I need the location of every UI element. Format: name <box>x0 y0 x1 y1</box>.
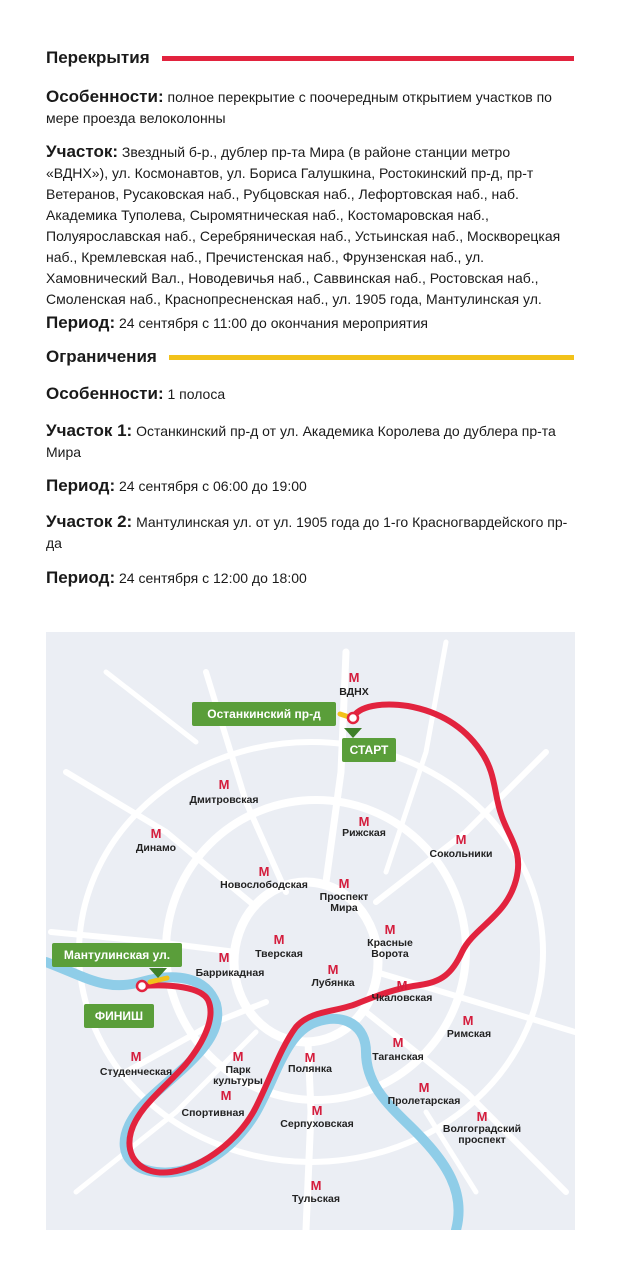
metro-icon-chkalovskaya: M <box>396 978 408 993</box>
closures-section-text: Звездный б-р., дублер пр-та Мира (в районе станции метро «ВДНХ»), ул. Космонавтов, ул. Бориса Галушкина, Ростокинский пр-д, пр-т Ветеранов, Русаковская наб., Рубцовская наб., Лефортовская наб., наб. Академика Туполева, Сыромятническая наб., Костомаровская наб., Полуярославская наб., Серебряническая наб., Устьинская наб., Москворецкая наб., Кремлевская наб., Пречистенская наб., Фрунзенская наб., ул. Хамовнический Вал., Новодевичья наб., Саввинская наб., Ростовская наб., Смоленская наб., Краснопресненская наб., ул. 1905 года, Мантулинская ул. <box>46 144 561 307</box>
station-proletarskaya: Пролетарская <box>387 1095 461 1107</box>
route-map <box>46 632 575 1230</box>
station-rimskaya: Римская <box>446 1028 492 1040</box>
closures-features <box>46 86 576 129</box>
station-polyanka: Полянка <box>288 1063 332 1075</box>
station-prospekt-mira-line1: Проспект <box>319 891 369 903</box>
metro-icon-park-kultury: M <box>232 1049 244 1064</box>
start-tag <box>342 738 396 762</box>
restrictions-section-1-label: Участок 1: <box>46 421 133 440</box>
station-sokolniki: Сокольники <box>429 848 493 860</box>
closures-features-label: Особенности: <box>46 87 164 106</box>
metro-icon-sportivnaya: M <box>220 1088 232 1103</box>
restrictions-period-1-label: Период: <box>46 476 116 495</box>
metro-icon-proletarskaya: M <box>418 1080 430 1095</box>
closures-period-text: 24 сентября с 11:00 до окончания мероприятия <box>115 315 428 331</box>
station-novoslobodskaya: Новослободская <box>220 879 308 891</box>
metro-icon-barrikadnaya: M <box>218 950 230 965</box>
metro-icon-tverskaya: M <box>273 932 285 947</box>
finish-road-tag-text: Мантулинская ул. <box>63 948 171 962</box>
station-park-kultury-line2: культуры <box>213 1075 263 1087</box>
start-tag-text: СТАРТ <box>349 743 389 757</box>
start-road-tag <box>192 702 336 726</box>
finish-marker <box>137 981 147 991</box>
metro-icon-serpukhovskaya: M <box>311 1103 323 1118</box>
metro-icon-rizhskaya: M <box>358 814 370 829</box>
restrictions-header <box>46 347 574 367</box>
station-tulskaya: Тульская <box>292 1193 340 1205</box>
start-road-tag-text: Останкинский пр-д <box>207 707 321 721</box>
metro-icon-krasnye-vorota: M <box>384 922 396 937</box>
restrictions-section-2-text: Мантулинская ул. от ул. 1905 года до 1-го Красногвардейского пр-да <box>46 514 568 551</box>
metro-icon-polyanka: M <box>304 1050 316 1065</box>
metro-icon-vdnh: M <box>348 670 360 685</box>
closures-section-label: Участок: <box>46 142 119 161</box>
closures-period-label: Период: <box>46 313 116 332</box>
station-barrikadnaya: Баррикадная <box>195 967 265 979</box>
start-pointer <box>344 728 362 738</box>
restrictions-period-2-label: Период: <box>46 568 116 587</box>
metro-icon-volgogradsky: M <box>476 1109 488 1124</box>
restrictions-period-1 <box>46 475 576 497</box>
metro-icon-studencheskaya: M <box>130 1049 142 1064</box>
route-map-canvas <box>46 632 575 1230</box>
station-park-kultury-line1: Парк <box>225 1064 251 1076</box>
restrictions-period-1-text: 24 сентября с 06:00 до 19:00 <box>115 478 307 494</box>
station-prospekt-mira-line2: Мира <box>330 902 358 914</box>
closures-title: Перекрытия <box>46 48 150 67</box>
station-dinamo: Динамо <box>135 842 177 854</box>
station-serpukhovskaya: Серпуховская <box>280 1118 354 1130</box>
station-studencheskaya: Студенческая <box>99 1066 173 1078</box>
station-tverskaya: Тверская <box>255 948 303 960</box>
metro-icon-taganskaya: M <box>392 1035 404 1050</box>
restrictions-period-2 <box>46 567 576 589</box>
finish-tag-text: ФИНИШ <box>94 1009 144 1023</box>
finish-road-tag <box>52 943 182 967</box>
station-lubyanka: Лубянка <box>311 977 355 989</box>
metro-icon-novoslobodskaya: M <box>258 864 270 879</box>
station-krasnye-vorota-line1: Красные <box>367 937 413 949</box>
restrictions-features-text: 1 полоса <box>163 386 226 402</box>
closures-header <box>46 48 574 68</box>
metro-icon-dmitrovskaya: M <box>218 777 230 792</box>
metro-icon-tulskaya: M <box>310 1178 322 1193</box>
metro-icon-dinamo: M <box>150 826 162 841</box>
metro-icon-lubyanka: M <box>327 962 339 977</box>
restrictions-section-2-label: Участок 2: <box>46 512 133 531</box>
closures-period <box>46 312 576 334</box>
restrictions-title: Ограничения <box>46 347 157 366</box>
restrictions-divider <box>169 355 574 360</box>
metro-icon-rimskaya: M <box>462 1013 474 1028</box>
station-volgogradsky-line2: проспект <box>458 1134 506 1146</box>
restrictions-features <box>46 383 576 405</box>
station-krasnye-vorota-line2: Ворота <box>371 948 409 960</box>
station-taganskaya: Таганская <box>372 1051 424 1063</box>
restrictions-section-1 <box>46 420 576 463</box>
restrictions-features-label: Особенности: <box>46 384 164 403</box>
closures-features-text: полное перекрытие с поочередным открытием участков по мере проезда велоколонны <box>46 89 552 126</box>
station-chkalovskaya: Чкаловская <box>371 992 433 1004</box>
restrictions-section-2 <box>46 511 576 554</box>
metro-icon-prospekt-mira: M <box>338 876 350 891</box>
station-dmitrovskaya: Дмитровская <box>189 794 259 806</box>
finish-tag <box>84 1004 154 1028</box>
closures-section <box>46 141 576 310</box>
station-vdnh: ВДНХ <box>339 686 369 698</box>
station-sportivnaya: Спортивная <box>181 1107 245 1119</box>
closures-divider <box>162 56 574 61</box>
restrictions-period-2-text: 24 сентября с 12:00 до 18:00 <box>115 570 307 586</box>
station-volgogradsky-line1: Волгоградский <box>442 1123 522 1135</box>
start-marker <box>348 713 358 723</box>
station-rizhskaya: Рижская <box>342 827 386 839</box>
restrictions-section-1-text: Останкинский пр-д от ул. Академика Королева до дублера пр-та Мира <box>46 423 556 460</box>
metro-icon-sokolniki: M <box>455 832 467 847</box>
